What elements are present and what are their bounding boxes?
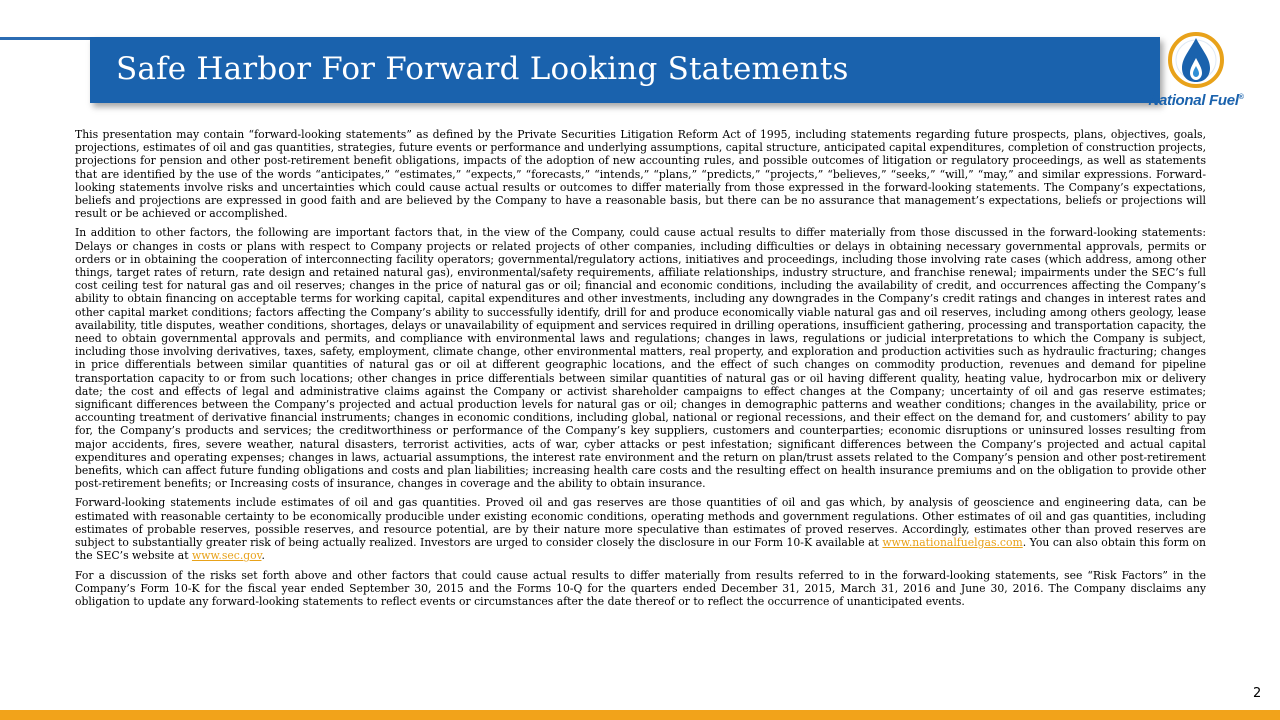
disclaimer-body (75, 128, 1206, 614)
title-band (90, 37, 1160, 103)
sec-gov-link[interactable]: www.sec.gov (191, 549, 262, 563)
nationalfuelgas-link[interactable]: www.nationalfuelgas.com (882, 536, 1023, 550)
company-logo (1130, 30, 1262, 112)
paragraph-oil-gas-estimates: Forward-looking statements include estimates of oil and gas quantities. Proved oil and gas reserves are those quantities of oil and gas which, by analysis of geoscience and engineering data, can be estimated with reasonable certainty to be economically producible under existing economic conditions, operating methods and government regulations. Other estimates of oil and gas quantities, including estimates of probable reserves, possible reserves, and resource potential, are by their nature more speculative than estimates of proved reserves. Accordingly, estimates other than proved reserves are subject to substantially greater risk of being actually realized. Investors are urged to consider closely the disclosure in our Form 10-K available at www.nationalfuelgas.com. You can also obtain this form on the SEC’s website at www.sec.gov. (75, 496, 1206, 563)
page-title: Safe Harbor For Forward Looking Statements (116, 51, 849, 87)
logo-wordmark: National Fuel® (1148, 92, 1244, 109)
bottom-accent-bar (0, 710, 1280, 720)
paragraph-risk-discussion: For a discussion of the risks set forth above and other factors that could cause actual results to differ materially from results referred to in the forward-looking statements, see “Risk Factors” in the Company’s Form 10-K for the fiscal year ended September 30, 2015 and the Forms 10-Q for the quarters ended December 31, 2015, March 31, 2016 and June 30, 2016. The Company disclaims any obligation to update any forward-looking statements to reflect events or circumstances after the date thereof or to reflect the occurrence of unanticipated events. (75, 568, 1206, 608)
page-number: 2 (1253, 686, 1262, 701)
paragraph-risk-factors: In addition to other factors, the following are important factors that, in the view of the Company, could cause actual results to differ materially from those discussed in the forward-looking statements: Delays or changes in costs or plans with respect to Company projects or related projects of other companies, including difficulties or delays in obtaining necessary governmental approvals, permits or orders or in obtaining the cooperation of interconnecting facility operators; governmental/regulatory actions, initiatives and proceedings, including those involving rate cases (which address, among other things, target rates of return, rate design and retained natural gas), environmental/safety requirements, affiliate relationships, industry structure, and franchise renewal; impairments under the SEC’s full cost ceiling test for natural gas and oil reserves; changes in the price of natural gas or oil; financial and economic conditions, including the availability of credit, and occurrences affecting the Company’s ability to obtain financing on acceptable terms for working capital, capital expenditures and other investments, including any downgrades in the Company’s credit ratings and changes in interest rates and other capital market conditions; factors affecting the Company’s ability to successfully identify, drill for and produce economically viable natural gas and oil reserves, including among others geology, lease availability, title disputes, weather conditions, shortages, delays or unavailability of equipment and services required in drilling operations, insufficient gathering, processing and transportation capacity, the need to obtain governmental approvals and permits, and compliance with environmental laws and regulations; changes in laws, regulations or judicial interpretations to which the Company is subject, including those involving derivatives, taxes, safety, employment, climate change, other environmental matters, real property, and exploration and production activities such as hydraulic fracturing; changes in price differentials between similar quantities of natural gas or oil at different geographic locations, and the effect of such changes on commodity production, revenues and demand for pipeline transportation capacity to or from such locations; other changes in price differentials between similar quantities of natural gas or oil having different quality, heating value, hydrocarbon mix or delivery date; the cost and effects of legal and administrative claims against the Company or activist shareholder campaigns to effect changes at the Company; uncertainty of oil and gas reserve estimates; significant differences between the Company’s projected and actual production levels for natural gas or oil; changes in demographic patterns and weather conditions; changes in the availability, price or accounting treatment of derivative financial instruments; changes in economic conditions, including global, national or regional recessions, and their effect on the demand for, and customers’ ability to pay for, the Company’s products and services; the creditworthiness or performance of the Company’s key suppliers, customers and counterparties; economic disruptions or uninsured losses resulting from major accidents, fires, severe weather, natural disasters, terrorist activities, acts of war, cyber attacks or pest infestation; significant differences between the Company’s projected and actual capital expenditures and operating expenses; changes in laws, actuarial assumptions, the interest rate environment and the return on plan/trust assets related to the Company’s pension and other post-retirement benefits, which can affect future funding obligations and costs and plan liabilities; increasing health care costs and the resulting effect on health insurance premiums and on the obligation to provide other post-retirement benefits; or Increasing costs of insurance, changes in coverage and the ability to obtain insurance. (75, 226, 1206, 491)
paragraph-forward-looking-definition: This presentation may contain “forward-looking statements” as defined by the Private Securities Litigation Reform Act of 1995, including statements regarding future prospects, plans, objectives, goals, projections, estimates of oil and gas quantities, strategies, future events or performance and underlying assumptions, capital structure, anticipated capital expenditures, completion of construction projects, projections for pension and other post-retirement benefit obligations, impacts of the adoption of new accounting rules, and possible outcomes of litigation or regulatory proceedings, as well as statements that are identified by the use of the words “anticipates,” “estimates,” “expects,” “forecasts,” “intends,” “plans,” “predicts,” “projects,” “believes,” “seeks,” “will,” “may,” and similar expressions. Forward-looking statements involve risks and uncertainties which could cause actual results or outcomes to differ materially from those expressed in the forward-looking statements. The Company’s expectations, beliefs and projections are expressed in good faith and are believed by the Company to have a reasonable basis, but there can be no assurance that management’s expectations, beliefs or projections will result or be achieved or accomplished. (75, 128, 1206, 221)
flame-logo-icon (1164, 30, 1228, 90)
